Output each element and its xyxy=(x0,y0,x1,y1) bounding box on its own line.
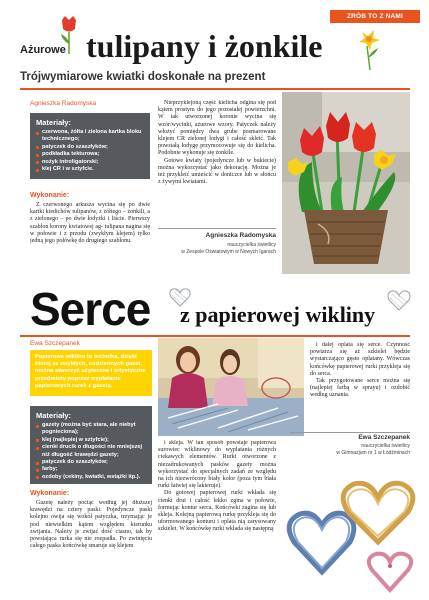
article2-title-big: Serce xyxy=(30,283,151,335)
materials-item: podkładka tekturowa; xyxy=(36,151,144,158)
article2-col1 xyxy=(30,500,152,592)
article1-howto-heading: Wykonanie: xyxy=(30,192,70,199)
article1-rule xyxy=(20,88,410,90)
materials-item: klej CR i w sztyfcie. xyxy=(36,166,144,173)
materials-item: patyczek do szaszłyków; xyxy=(36,459,146,466)
signature-rule xyxy=(290,432,410,433)
article2-photo xyxy=(158,338,304,436)
materials-list xyxy=(36,422,146,481)
materials-item: patyczek do szaszłyków; xyxy=(36,144,144,151)
article2-signature-role: nauczycielka świetlicy xyxy=(361,443,410,449)
materials-item: cienki drucik o długości nie mniejszej niż długość krawędzi gazety; xyxy=(36,444,146,459)
paragraph: Do gotowej papierowej rurki wkłada się cienki drut i całość lekko zgina w połowie, formując kontur serca. Końcówki zagina się lub skleja. Kolejną papierową rurkę przykleja się do uformowanego konturu i oplata nią zarysowany szkielet. W końcówkę rurki wkłada się następną xyxy=(158,490,276,533)
signature-rule xyxy=(158,228,276,229)
article2-signature-school: w Gimnazjum nr 1 w Łódźminach xyxy=(336,450,410,456)
paragraph: i skleja. W tan sposób powstaje papierowa surowiec wiklinowy do wyplatania różnych ciekawych elementów. Rurki otworzone z niezadrukowanych pasków gazety można wykorzystać do specjalnych zadań ze względu na ich niezwrócony biały kolor (poza tym biała rurki łatwiej się lakieruje). xyxy=(158,440,276,490)
article2-materials-box xyxy=(30,406,152,484)
article2-lead: Papierowe wiklino to technika, dzięki której ze zwykłych, codziennych gazet, można stworzyć użyteczne i artystyczne przedmioty poprzez wyplatanie papierowych rurek z gazety. xyxy=(30,350,152,396)
woven-hearts-photo xyxy=(282,462,422,594)
article2-signature-name: Ewa Szczepanek xyxy=(358,434,410,441)
materials-list xyxy=(36,129,144,173)
materials-title: Materiały: xyxy=(36,118,72,127)
article2-author-tag: Ewa Szczepanek xyxy=(30,340,80,347)
materials-item: czerwona, żółta i zielona kartka bloku technicznego; xyxy=(36,129,144,144)
article1-signature-name: Agnieszka Radomyska xyxy=(205,232,276,239)
article1-materials-box xyxy=(30,113,150,179)
article1-kicker: Ażurowe xyxy=(20,44,66,56)
materials-item: ozdoby (cekiny, kwiatki, wstążki itp.). xyxy=(36,474,146,481)
article1-subtitle: Trójwymiarowe kwiatki doskonałe na prezent xyxy=(20,71,266,83)
paragraph: Z czerwonego arkusza wycina się po dwie kartki kiedichów tulipanów, z żółtego – żonkili, a z zielonego – po dwie łodyżki i liście. Pierwszy szablon korony kwiatowej ag- tulipana nagina się w połowie i z przodu (zwykłym klejem) tylko jedną jego połówkę do drugiego szablonu. xyxy=(30,202,150,245)
article2-howto-heading: Wykonanie: xyxy=(30,490,70,497)
paragraph: Nieprzyklejoną część kielicha odgina się pod kątem prostym do jego pozostałej powierzchni. W tak utworzonej koronie wycina się wzór/wycinki, ażurowe wzory. Patyczek należy włożyć pomiędzy dwa grube posmarowane klejem CR zielonej łodygi i całość skleić. Tak powstałą łodygę przymocowuje się do kielicha. Podobnie wykonuje się żonkile. xyxy=(158,100,276,157)
heart-outline-icon xyxy=(386,288,412,312)
article1-photo xyxy=(282,92,410,274)
article1-col2 xyxy=(158,100,276,220)
article1-signature-role: nauczycielka świetlicy xyxy=(227,242,276,248)
article1-title: tulipany i żonkile xyxy=(86,28,323,64)
paragraph: Tak przygotowane serce można się (najlepiej farbą w sprayu) i ozdobić według uznania. xyxy=(310,378,410,399)
paragraph: Gazetę należy pociąć według jej dłuższej krawędzi na cztery paski. Pojedyncze paski kolejno owija się wokół patyczka, trzymając je pod niewielkim kątem względem kierunku zwijania. Należy je zwijać dość ciasno, tak by powstająca rurka się nie rozpadła. Po zwinięciu całego paska końcówkę smaruje się klejem xyxy=(30,500,152,550)
paragraph: Gotowe kwiaty (pojedyncze lub w bukiecie) można wykorzystać jako dekorację. Można je też przykleić umieścić w doniczce lub w słońcu z żywymi kwiatami. xyxy=(158,157,276,186)
article2-title-rest: z papierowej wikliny xyxy=(180,302,376,327)
article1-col1 xyxy=(30,202,150,272)
article2-rule xyxy=(20,335,410,337)
article1-author-tag: Agnieszka Radomyska xyxy=(30,100,97,107)
article2-col2 xyxy=(158,440,276,592)
article1-signature-school: w Zespole Oświatowym w Nowych Igarach xyxy=(181,249,276,255)
materials-title: Materiały: xyxy=(36,411,72,420)
materials-item: nożyk introligatorski; xyxy=(36,159,144,166)
materials-item: gazety (można być stara, ale niebyt pognieciona); xyxy=(36,422,146,437)
article2-col3 xyxy=(310,342,410,428)
daffodil-icon xyxy=(354,26,384,70)
materials-item: klej (najlepiej w sztyfcie); xyxy=(36,437,146,444)
paragraph: i dalej oplata się serce. Czynność powtarza się aż szkielet będzie wystarczająco gęsto oplatany. Wówczas końcówkę papierowej rurki przykleja się do serca. xyxy=(310,342,410,377)
materials-item: farby; xyxy=(36,466,146,473)
section-badge: ZRÓB TO Z NAMI xyxy=(330,10,420,23)
